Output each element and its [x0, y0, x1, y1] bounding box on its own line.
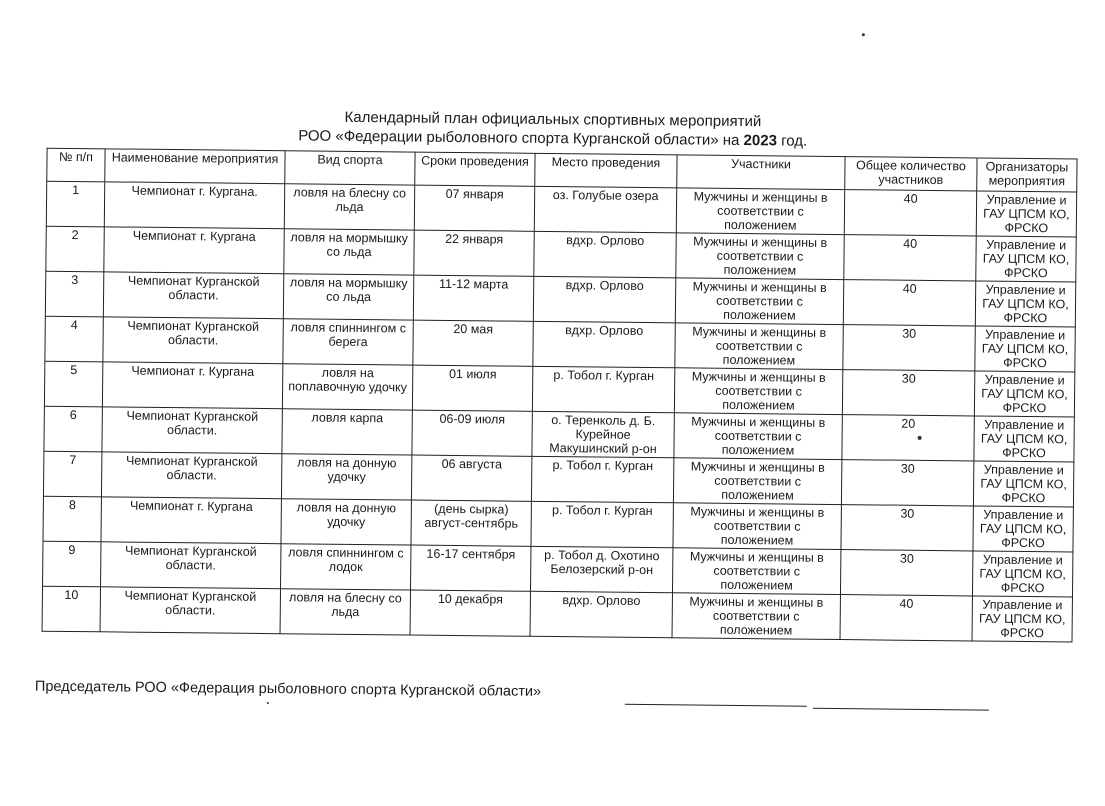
header-num: № п/п: [47, 148, 105, 182]
row-date: 16-17 сентября: [411, 545, 531, 591]
row-place: р. Тобол г. Курган: [531, 501, 673, 547]
row-place: оз. Голубые озера: [534, 186, 676, 232]
row-sport: ловля спиннингом с лодок: [281, 544, 411, 590]
title-line-2-prefix: РОО «Федерации рыболовного спорта Курганской области» на: [298, 127, 744, 150]
row-date: (день сырка) август-сентябрь: [411, 500, 531, 546]
scan-speck: [267, 702, 269, 704]
row-num: 7: [43, 451, 101, 497]
header-place: Место проведения: [535, 153, 677, 187]
header-sport: Вид спорта: [285, 151, 415, 185]
row-num: 10: [42, 586, 100, 632]
row-name: Чемпионат Курганской области.: [101, 542, 281, 589]
header-participants: Участники: [677, 155, 845, 190]
row-date: 07 января: [414, 185, 534, 231]
row-name: Чемпионат г. Кургана.: [104, 182, 284, 229]
row-count: 30: [842, 370, 974, 416]
row-date: 11-12 марта: [413, 275, 533, 321]
row-sport: ловля на донную удочку: [281, 499, 411, 545]
row-num: 9: [43, 541, 101, 587]
row-count: 30: [843, 325, 975, 371]
row-name: Чемпионат Курганской области.: [103, 272, 283, 319]
row-org: Управление и ГАУ ЦПСМ КО, ФРСКО: [973, 506, 1073, 552]
row-sport: ловля на блесну со льда: [280, 589, 410, 635]
row-num: 5: [44, 361, 102, 407]
title-year: 2023: [743, 132, 778, 150]
row-num: 1: [46, 181, 104, 227]
row-num: 8: [43, 496, 101, 542]
row-name: Чемпионат Курганской области.: [101, 452, 281, 499]
row-date: 20 мая: [413, 320, 533, 366]
row-place: вдхр. Орлово: [530, 591, 672, 637]
row-num: 6: [44, 406, 102, 452]
row-place: вдхр. Орлово: [533, 321, 675, 367]
row-sport: ловля на поплавочную удочку: [282, 364, 412, 410]
row-participants: Мужчины и женщины в соответствии с положением: [672, 548, 840, 595]
row-org: Управление и ГАУ ЦПСМ КО, ФРСКО: [974, 371, 1074, 417]
row-count: 40: [844, 190, 976, 236]
title-line-2-suffix: год.: [776, 132, 808, 150]
chairman-line: Председатель РОО «Федерация рыболовного спорта Курганской области»: [34, 678, 542, 700]
row-num: 2: [46, 226, 104, 272]
document-title: [203, 106, 903, 151]
header-name: Наименование мероприятия: [105, 149, 285, 184]
row-num: 4: [45, 316, 103, 362]
row-count: 30: [841, 505, 973, 551]
row-sport: ловля спиннингом с берега: [283, 319, 413, 365]
row-sport: ловля на донную удочку: [281, 454, 411, 500]
row-participants: Мужчины и женщины в соответствии с положением: [672, 593, 840, 640]
row-participants: Мужчины и женщины в соответствии с положением: [676, 188, 844, 235]
row-count: 20: [842, 415, 974, 461]
row-place: о. Теренколь д. Б. Курейное Макушинский р-он: [532, 411, 674, 457]
row-count: 40: [844, 235, 976, 281]
row-participants: Мужчины и женщины в соответствии с положением: [675, 278, 843, 325]
row-name: Чемпионат Курганской области.: [100, 587, 280, 634]
row-num: 3: [45, 271, 103, 317]
row-participants: Мужчины и женщины в соответствии с положением: [676, 233, 844, 280]
header-date: Сроки проведения: [415, 152, 535, 186]
row-sport: ловля на мормышку со льда: [283, 274, 413, 320]
row-place: р. Тобол г. Курган: [531, 456, 673, 502]
row-org: Управление и ГАУ ЦПСМ КО, ФРСКО: [975, 326, 1075, 372]
row-sport: ловля карпа: [282, 409, 412, 455]
row-sport: ловля на блесну со льда: [284, 184, 414, 230]
row-date: 10 декабря: [410, 590, 530, 636]
scan-speck: [918, 436, 922, 440]
row-sport: ловля на мормышку со льда: [284, 229, 414, 275]
row-name: Чемпионат г. Кургана: [101, 497, 281, 544]
row-count: 30: [840, 550, 972, 596]
events-table: [42, 148, 1078, 643]
row-name: Чемпионат Курганской области.: [102, 407, 282, 454]
signature-line: [625, 704, 807, 707]
signature-name-line: [813, 708, 989, 711]
row-place: вдхр. Орлово: [534, 231, 676, 277]
row-name: Чемпионат г. Кургана: [102, 362, 282, 409]
row-participants: Мужчины и женщины в соответствии с положением: [675, 323, 843, 370]
row-participants: Мужчины и женщины в соответствии с положением: [674, 413, 842, 460]
row-count: 30: [841, 460, 973, 506]
row-org: Управление и ГАУ ЦПСМ КО, ФРСКО: [976, 191, 1076, 237]
scan-speck: [862, 33, 865, 36]
row-org: Управление и ГАУ ЦПСМ КО, ФРСКО: [972, 551, 1072, 597]
row-place: р. Тобол д. Охотино Белозерский р-он: [530, 546, 672, 592]
row-org: Управление и ГАУ ЦПСМ КО, ФРСКО: [973, 461, 1073, 507]
row-org: Управление и ГАУ ЦПСМ КО, ФРСКО: [975, 281, 1075, 327]
row-place: р. Тобол г. Курган: [532, 366, 674, 412]
row-count: 40: [843, 280, 975, 326]
row-org: Управление и ГАУ ЦПСМ КО, ФРСКО: [976, 236, 1076, 282]
row-participants: Мужчины и женщины в соответствии с положением: [673, 503, 841, 550]
row-name: Чемпионат Курганской области.: [103, 317, 283, 364]
row-participants: Мужчины и женщины в соответствии с положением: [673, 458, 841, 505]
row-org: Управление и ГАУ ЦПСМ КО, ФРСКО: [974, 416, 1074, 462]
header-count: Общее количество участников: [845, 157, 977, 191]
table-row: [42, 586, 1072, 642]
row-date: 22 января: [414, 230, 534, 276]
row-date: 06 августа: [411, 455, 531, 501]
row-date: 06-09 июля: [412, 410, 532, 456]
row-count: 40: [840, 595, 972, 641]
row-place: вдхр. Орлово: [533, 276, 675, 322]
title-line-1: Календарный план официальных спортивных мероприятий: [344, 108, 762, 131]
row-name: Чемпионат г. Кургана: [104, 227, 284, 274]
header-org: Организаторы мероприятия: [977, 158, 1077, 192]
row-date: 01 июля: [412, 365, 532, 411]
row-org: Управление и ГАУ ЦПСМ КО, ФРСКО: [972, 596, 1072, 642]
row-participants: Мужчины и женщины в соответствии с положением: [674, 368, 842, 415]
